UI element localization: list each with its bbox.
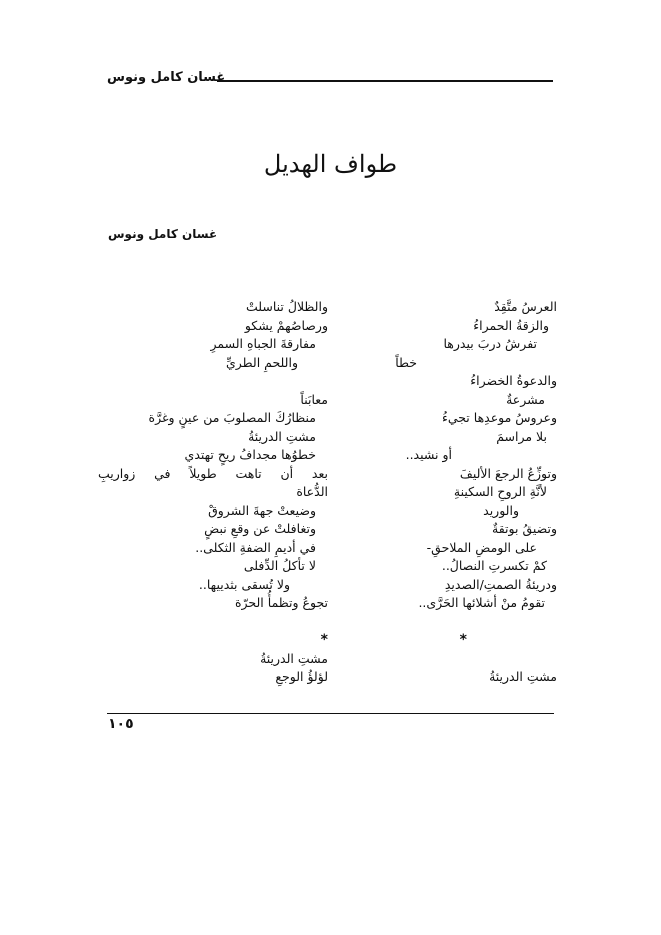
poem-line: خطاً: [395, 354, 417, 370]
poem-author: غسان كامل ونوس: [108, 227, 218, 241]
poem-line: بعد أن تاهت طويلاً في زواريبِ: [98, 465, 328, 481]
poem-line: [98, 372, 328, 391]
poem-line: ولا تُسقى بثدييها..: [198, 576, 290, 592]
poem-line: تفرشُ دربَ بيدرها: [443, 336, 537, 351]
poem-line: وضيعتْ جهةَ الشروقْ: [208, 502, 316, 518]
section-separator: *: [320, 632, 328, 648]
poem-line: تجوعُ وتظمأُ الحرّة: [234, 595, 328, 610]
poem-line: مشتِ الدريئةُ: [248, 428, 316, 444]
poem-left-column: [98, 298, 328, 687]
poem-line: خطوُها مجدافُ ريحٍ تهتدي: [184, 447, 316, 462]
poem-line: مفارقةَ الجباهِ السمرِ: [210, 336, 316, 351]
poem-line: والوريد: [483, 502, 519, 518]
poem-line: [307, 613, 557, 632]
section-separator: *: [459, 632, 467, 648]
poem-line: وتوزِّعُ الرجعَ الأليفَ: [459, 465, 557, 481]
poem-line: وتضيقُ بوتقةٌ: [492, 521, 557, 536]
poem-line: مشتِ الدريئةُ: [260, 650, 328, 666]
poem-line: وعروسُ موعدِها تجيءُ: [441, 410, 557, 425]
poem-line: معابَناً: [300, 391, 328, 407]
poem-line: أو نشيد..: [405, 447, 452, 462]
poem-line: وتغافلتْ عن وقعِ نبضٍ: [204, 521, 316, 536]
header-author: غسان كامل ونوس: [107, 70, 226, 85]
poem-line: ورصاصُهمْ يشكو: [244, 317, 328, 333]
poem-line: والدعوةُ الخضراءُ: [470, 373, 557, 388]
poem-line: لؤلؤُ الوجعِ: [275, 669, 328, 684]
poem-line: مشرعةٌ: [506, 391, 545, 407]
header-rule: [217, 80, 553, 82]
page-number: ١٠٥: [108, 716, 134, 732]
poem-line: مشتِ الدريئةُ: [489, 669, 557, 684]
poem-line: لا تأكلُ الدِّفلى: [243, 558, 316, 573]
poem-line: منظارُكَ المصلوبَ من عينٍ وغرَّة: [148, 410, 316, 425]
poem-line: الدُّعاة: [296, 484, 328, 499]
poem-line: على الومضِ الملاحقِ-: [426, 539, 537, 555]
poem-line: والظلالُ تناسلتْ: [245, 299, 328, 314]
poem-line: بلا مراسمَ: [496, 428, 547, 444]
poem-line: [98, 613, 328, 632]
poem-line: [307, 650, 557, 669]
footer-rule: [107, 713, 554, 714]
poem-line: والزقةُ الحمراءُ: [473, 317, 549, 333]
poem-line: تقومُ منْ أشلائها الحَرَّى..: [418, 595, 545, 610]
poem-line: كمْ تكسرتِ النصالُ..: [441, 558, 547, 573]
poem-line: في أديمِ الضفةِ الثكلى..: [195, 539, 316, 555]
poem-title: طواف الهديل: [263, 150, 398, 178]
poem-line: العرسُ متَّقِدٌ: [494, 299, 557, 314]
poem-line: لأنَّةِ الروحِ السكينةِ: [453, 484, 547, 499]
poem-right-column: [307, 298, 557, 687]
poem-line: واللحمِ الطريِّ: [225, 354, 298, 370]
poem-line: ودريئةُ الصمتِ/الصديدِ: [444, 576, 557, 592]
